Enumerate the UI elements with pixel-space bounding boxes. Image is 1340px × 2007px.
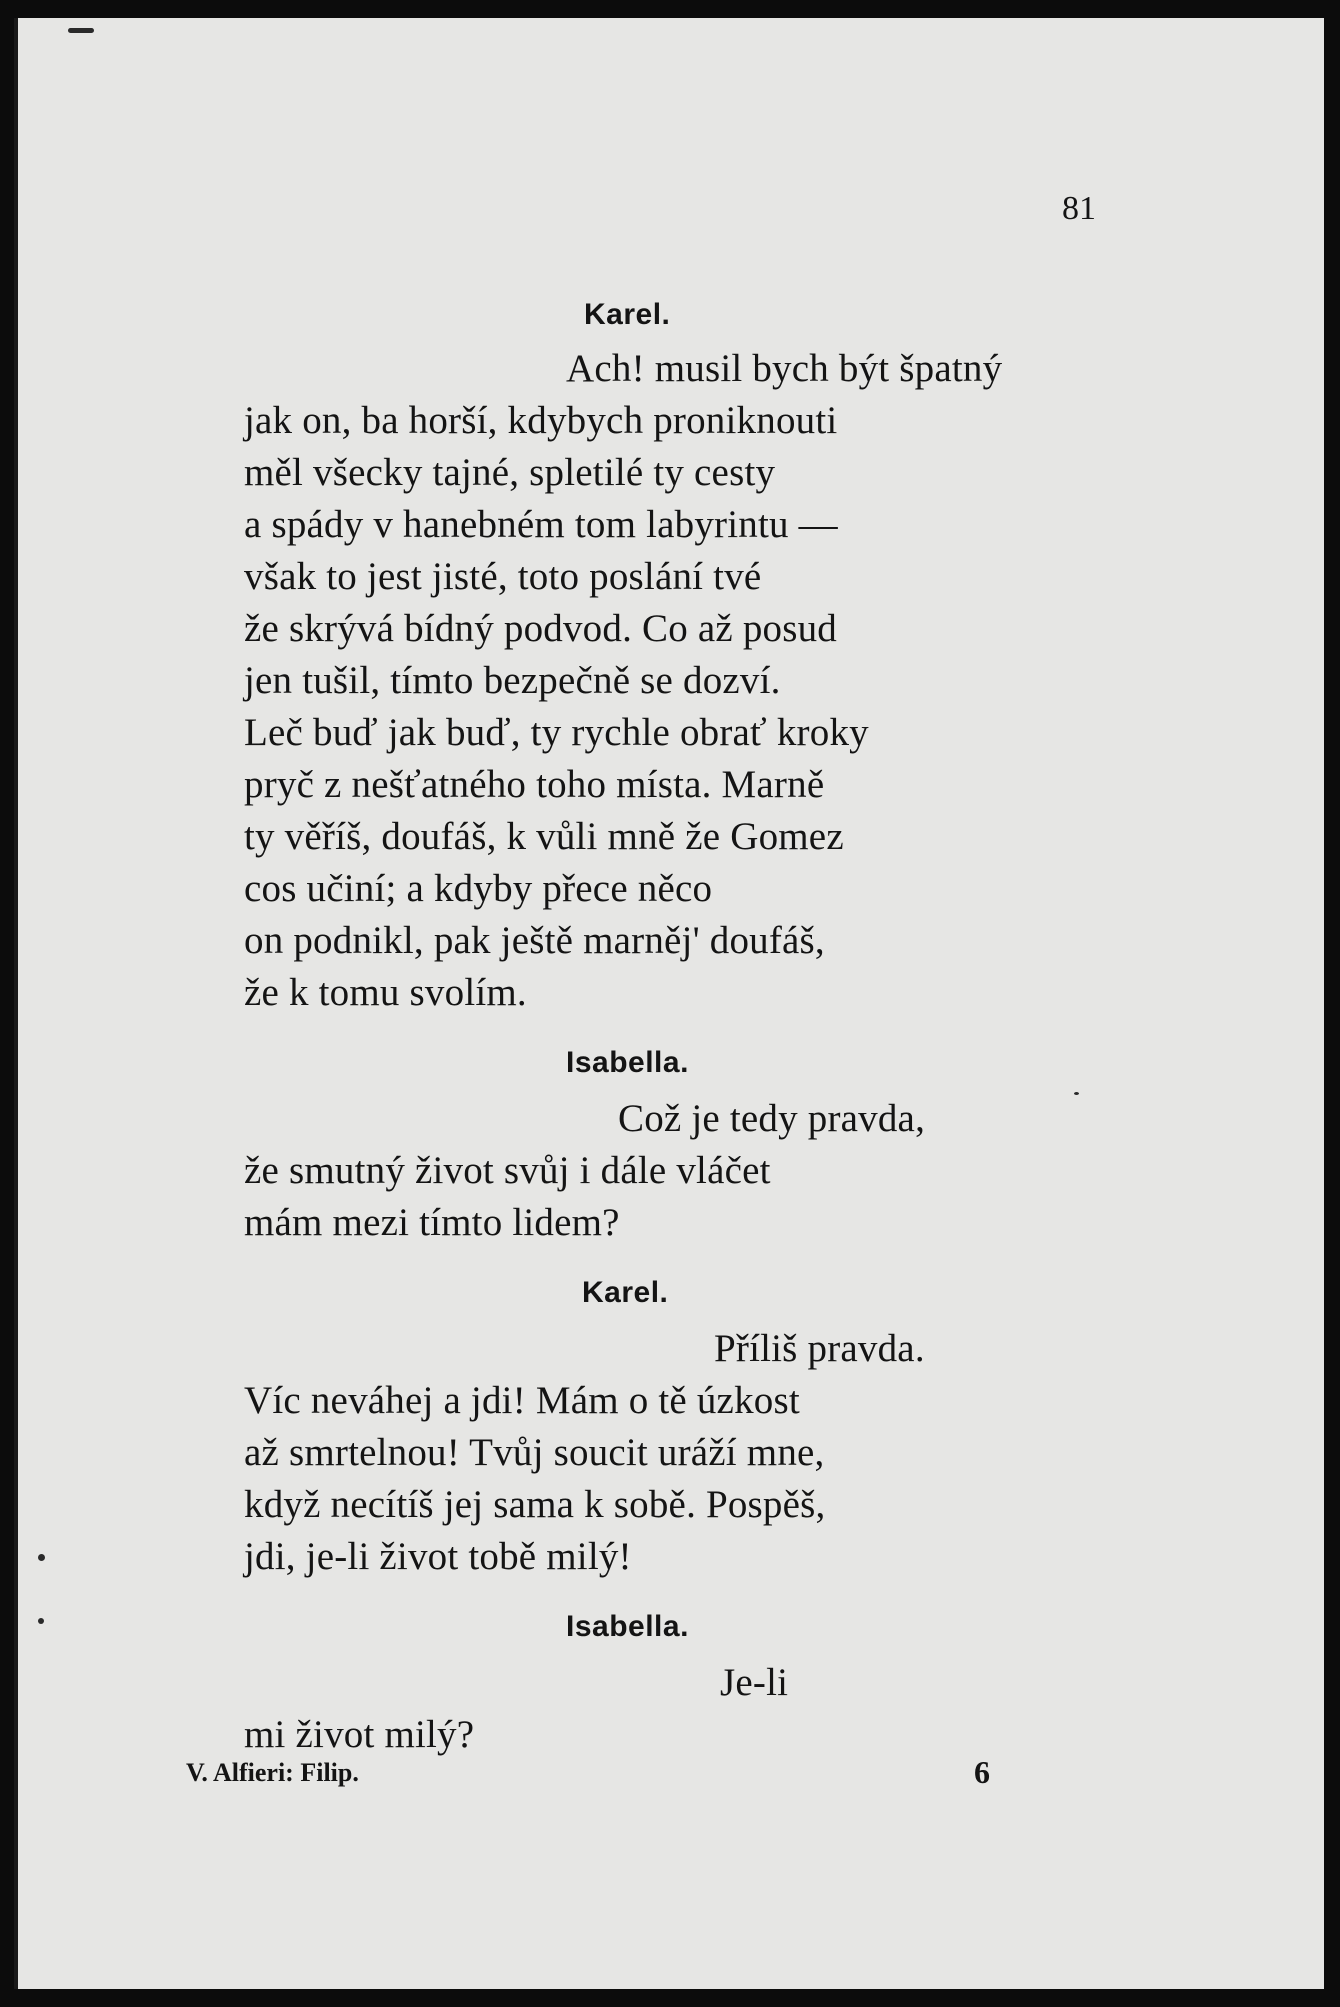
scan-top-border — [0, 0, 1340, 18]
page-left-edge — [14, 18, 18, 1989]
verse-line: Ach! musil bych být špatný — [566, 347, 1003, 390]
sheet-number: 6 — [974, 1754, 990, 1790]
scan-speck — [38, 1554, 45, 1561]
verse-line: jen tušil, tímto bezpečně se dozví. — [244, 659, 781, 702]
verse-line: Je-li — [720, 1661, 789, 1704]
speaker-name: Karel. — [584, 298, 671, 331]
verse-line: ty věříš, doufáš, k vůli mně že Gomez — [244, 815, 844, 858]
verse-line: že skrývá bídný podvod. Co až posud — [244, 607, 837, 650]
page-number: 81 — [1062, 190, 1096, 227]
verse-line: mi život milý? — [244, 1713, 475, 1756]
verse-line: že k tomu svolím. — [244, 971, 527, 1014]
speaker-name: Isabella. — [566, 1610, 689, 1643]
book-page — [14, 18, 1324, 1989]
speaker-name: Isabella. — [566, 1046, 689, 1079]
verse-line: měl všecky tajné, spletilé ty cesty — [244, 451, 776, 494]
verse-line: Což je tedy pravda, — [618, 1097, 926, 1140]
verse-line: jak on, ba horší, kdybych proniknouti — [244, 399, 838, 442]
verse-line: cos učiní; a kdyby přece něco — [244, 867, 713, 910]
verse-line: pryč z nešťatného toho místa. Marně — [244, 763, 825, 806]
verse-line: Leč buď jak buď, ty rychle obrať kroky — [244, 711, 869, 754]
verse-line: jdi, je-li život tobě milý! — [244, 1535, 632, 1578]
verse-line: Víc neváhej a jdi! Mám o tě úzkost — [244, 1379, 800, 1422]
scan-speck — [38, 1618, 44, 1624]
verse-line: když necítíš jej sama k sobě. Pospěš, — [244, 1483, 826, 1526]
verse-line: že smutný život svůj i dále vláčet — [244, 1149, 771, 1192]
speaker-name: Karel. — [582, 1276, 669, 1309]
book-signature: V. Alfieri: Filip. — [186, 1758, 359, 1787]
verse-line: on podnikl, pak ještě marněj' doufáš, — [244, 919, 825, 962]
verse-line: až smrtelnou! Tvůj soucit uráží mne, — [244, 1431, 825, 1474]
verse-line: mám mezi tímto lidem? — [244, 1201, 620, 1244]
scan-speck — [68, 28, 94, 33]
scan-speck — [1074, 1092, 1079, 1095]
verse-line: Příliš pravda. — [714, 1327, 925, 1370]
verse-line: a spády v hanebném tom labyrintu — — [244, 503, 838, 546]
verse-line: však to jest jisté, toto poslání tvé — [244, 555, 762, 598]
